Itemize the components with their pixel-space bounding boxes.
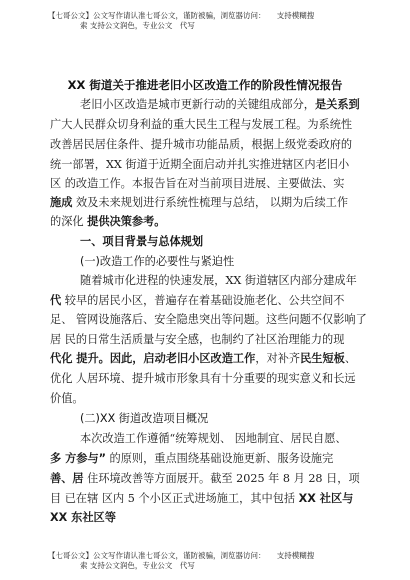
sub1-line-3: 足、 管网设施落后、安全隐患突出等问题。这些问题不仅影响了 xyxy=(50,313,367,326)
banner-line-2: 索 支持公文润色，专业公文 代写 xyxy=(80,561,195,570)
sub2-line-2: 多 方参与” 的原则，重点围绕基础设施更新、服务设施完 xyxy=(50,452,334,465)
banner-line-1: 【七哥公文】公文写作请认准七哥公文，谨防被骗，浏览器访问： 支持模糊搜 xyxy=(48,11,315,20)
subsection-heading-2: (二)XX 街道改造项目概况 xyxy=(80,412,209,425)
sub2-line-5: XX 东社区等 xyxy=(50,511,116,524)
sub1-line-1: 随着城市化进程的快速发展，XX 街道辖区内部分建成年 xyxy=(80,274,357,287)
top-watermark-banner xyxy=(0,11,410,33)
sub1-line-5: 代化 提升。因此，启动老旧小区改造工作，对补齐民生短板、 xyxy=(50,352,357,365)
intro-line-3: 改善居民居住条件、提升城市功能品质，根据上级党委政府的 xyxy=(50,138,353,151)
bottom-watermark-banner xyxy=(0,551,410,573)
intro-line-2: 广大人民群众切身利益的重大民生工程与发展工程。为系统性 xyxy=(50,118,353,131)
section-heading-1: 一、项目背景与总体规划 xyxy=(80,235,204,248)
document-title: XX 街道关于推进老旧小区改造工作的阶段性情况报告 xyxy=(67,78,343,92)
sub1-line-4: 居 民的日常生活质量与安全感，也制约了社区治理能力的现 xyxy=(50,333,345,346)
intro-line-6: 施成 效及未来规划进行系统性梳理与总结， 以期为后续工作 xyxy=(50,196,349,209)
sub2-line-4: 目 已在辖 区内 5 个小区正式进场施工，其中包括 XX 社区与 xyxy=(50,492,354,505)
sub2-line-1: 本次改造工作遵循“统筹规划、 因地制宜、居民自愿、 xyxy=(80,432,347,445)
sub1-line-2: 代 较早的居民小区，普遍存在着基础设施老化、公共空间不 xyxy=(50,294,345,307)
subsection-heading-1: (一)改造工作的必要性与紧迫性 xyxy=(80,255,235,268)
intro-line-1: 老旧小区改造是城市更新行动的关键组成部分，是关系到 xyxy=(80,98,360,111)
intro-line-5: 区 的改造工作。本报告旨在对当前项目进展、主要做法、实 xyxy=(50,177,345,190)
intro-line-4: 统一部署，XX 街道于近期全面启动并扎实推进辖区内老旧小 xyxy=(50,158,350,171)
intro-line-7: 的深化 提供决策参考。 xyxy=(50,215,166,228)
banner-line-1: 【七哥公文】公文写作请认准七哥公文，谨防被骗，浏览器访问： 支持模糊搜 xyxy=(48,551,315,560)
sub2-line-3: 善、居 住环境改善等方面展开。截至 2025 年 8 月 28 日，项 xyxy=(50,472,360,485)
banner-line-2: 索 支持公文润色，专业公文 代写 xyxy=(80,21,195,30)
sub1-line-7: 价值。 xyxy=(50,392,84,405)
sub1-line-6: 优化 人居环境、提升城市形象具有十分重要的现实意义和长远 xyxy=(50,372,356,385)
